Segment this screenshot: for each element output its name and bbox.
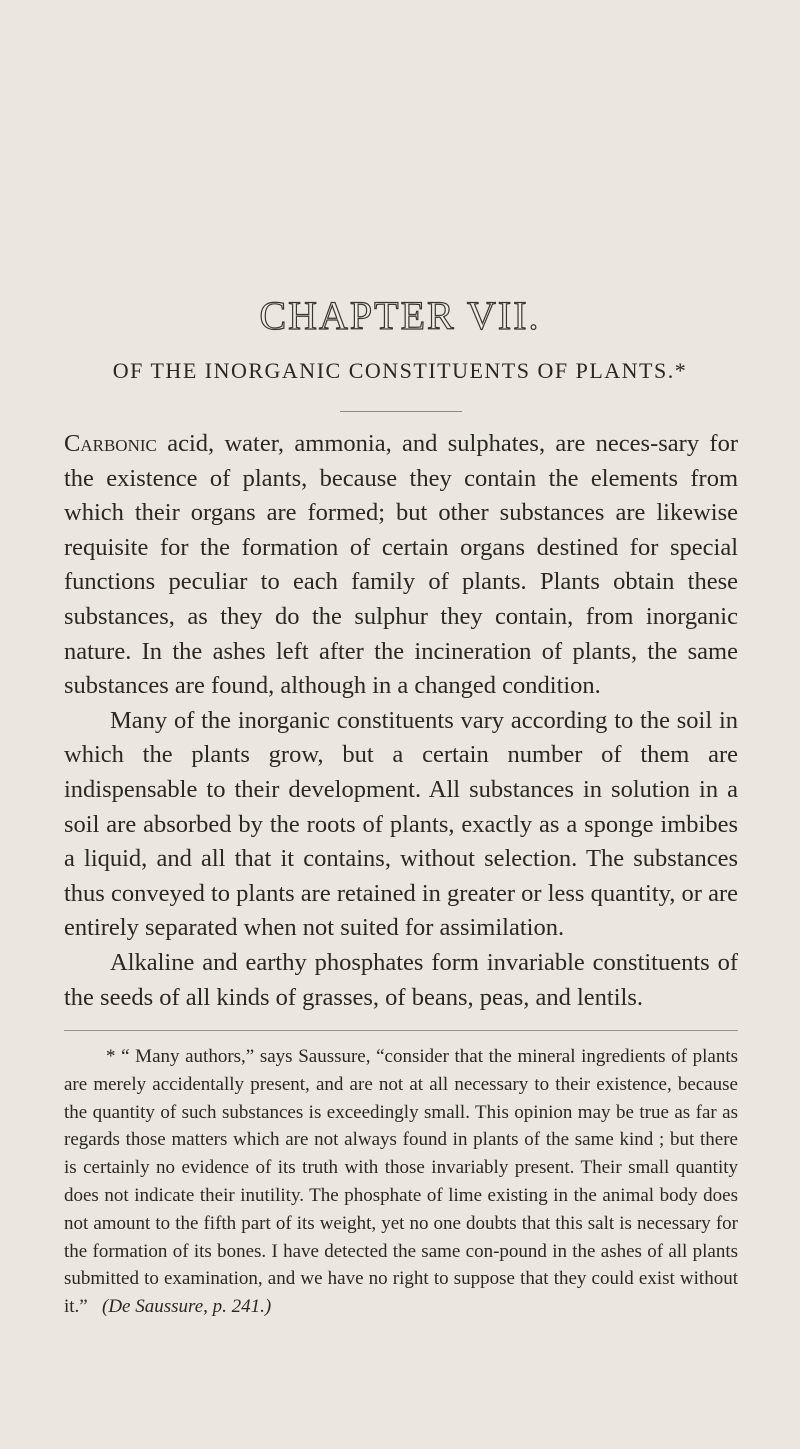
paragraph-2: Many of the inorganic constituents vary according to the soil in which the plants grow, but a certain number of them are indispensable to their development. All substances in solution in a soil are absorbed by the roots of plants, exactly as a sponge imbibes a liquid, and all that it contains, without selection. The substances thus conveyed to plants are retained in greater or less quantity, or are entirely separated when not suited for assimilation.: [64, 706, 738, 942]
footnote-divider: [64, 1030, 738, 1031]
title-divider: [340, 411, 462, 412]
footnote-citation: (De Saussure, p. 241.): [102, 1296, 272, 1318]
paragraph-1: [64, 427, 738, 704]
chapter-title: CHAPTER VII.: [259, 293, 541, 338]
paragraph-3: Alkaline and earthy phosphates form invariable constituents of the seeds of all kinds of grasses, of beans, peas, and lentils.: [64, 948, 738, 1011]
body-text: [64, 427, 738, 1015]
footnote: [64, 1043, 738, 1321]
chapter-subtitle: OF THE INORGANIC CONSTITUENTS OF PLANTS.*: [112, 358, 688, 383]
footnote-text: * “ Many authors,” says Saussure, “consider that the mineral ingredients of plants are merely accidentally present, and are not at all necessary to their existence, because the quantity of such substances is exceedingly small. This opinion may be true as far as regards those matters which are not always found in plants of the same kind ; but there is certainly no evidence of its truth with those invariably present. Their small quantity does not indicate their inutility. The phosphate of lime existing in the animal body does not amount to the fifth part of its weight, yet no one doubts that this salt is necessary for the formation of its bones. I have detected the same con-pound in the ashes of all plants submitted to examination, and we have no right to suppose that they could exist without it.”: [64, 1046, 738, 1318]
paragraph-1-lead: Carbonic: [64, 430, 157, 457]
paragraph-1-text: acid, water, ammonia, and sulphates, are neces-sary for the existence of plants, because they contain the elements from which their organs are formed; but other substances are likewise requisite for the formation of certain organs destined for special functions peculiar to each family of plants. Plants obtain these substances, as they do the sulphur they contain, from inorganic nature. In the ashes left after the incineration of plants, the same substances are found, although in a changed condition.: [64, 430, 738, 700]
